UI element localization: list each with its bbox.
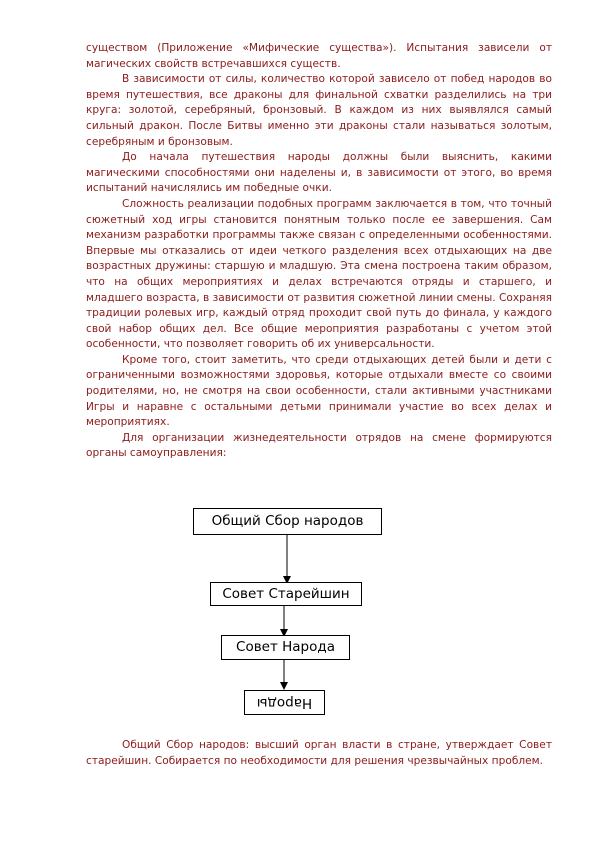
body-text-bottom <box>86 738 552 769</box>
paragraph-5: Кроме того, стоит заметить, что среди отдыхающих детей были и дети с ограниченными возможностями здоровья, которые отдыхали вместе со своими родителями, но, не смотря на свои особенности, стали активными участниками Игры и наравне с остальными детьми принимали участие во всех делах и мероприятиях. <box>86 353 552 429</box>
paragraph-7: Общий Сбор народов: высший орган власти в стране, утверждает Совет старейшин. Собирается по необходимости для решения чрезвычайных проблем. <box>86 739 552 767</box>
box-council-of-people: Совет Народа <box>221 635 350 660</box>
paragraph-2: В зависимости от силы, количество которой зависело от побед народов во время путешествия, все драконы для финальной схватки разделились на три круга: золотой, серебряный, бронзовый. В каждом из них выявлялся самый сильный дракон. После Битвы именно эти драконы стали называться золотым, серебряным и бронзовым. <box>86 73 552 148</box>
paragraph-1: существом (Приложение «Мифические существа»). Испытания зависели от магических свойств встречавшихся существ. <box>86 42 552 70</box>
box-general-assembly: Общий Сбор народов <box>193 508 382 535</box>
paragraph-6: Для организации жизнедеятельности отрядов на смене формируются органы самоуправления: <box>86 431 552 460</box>
paragraph-3: До начала путешествия народы должны были выяснить, какими магическими способностями они наделены и, в зависимости от этого, во время испытаний начислялись им победные очки. <box>86 151 552 195</box>
box-council-of-elders: Совет Старейшин <box>210 582 362 606</box>
paragraph-4: Сложность реализации подобных программ заключается в том, что точный сюжетный ход игры становится понятным только после ее завершения. Сам механизм разработки программы также связан с определенными особенностями. Впервые мы отказались от идеи четкого разделения всех отдыхающих на две возрастных дружины: старшую и младшую. Эта смена построена таким образом, что на общих мероприятиях и делах встречаются отряды и старшего, и младшего возраста, в зависимости от развития сюжетной линии смены. Сохраняя традиции ролевых игр, каждый отряд проходит свой путь до финала, у каждого свой набор общих дел. Все общие мероприятия разработаны с учетом этой особенности, что позволяет говорить об их универсальности. <box>86 197 552 351</box>
box-peoples: Народы <box>244 690 325 715</box>
